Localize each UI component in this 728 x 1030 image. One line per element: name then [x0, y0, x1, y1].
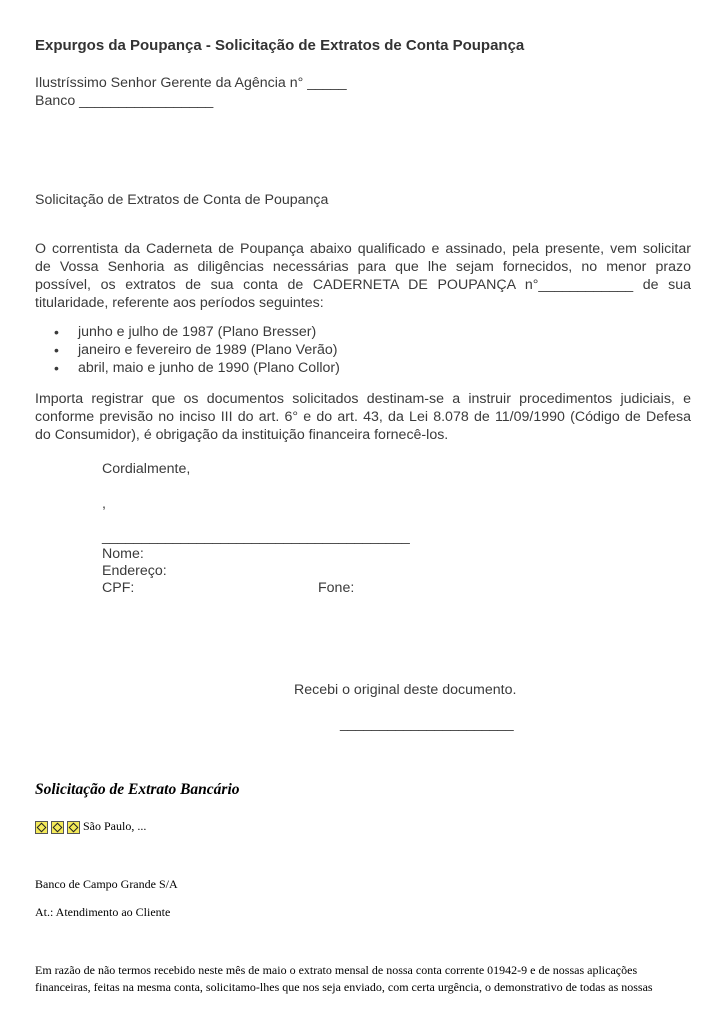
place-date-comma: , [102, 496, 106, 512]
received-text: Recebi o original deste documento. [294, 682, 517, 698]
address-label: Endereço: [102, 563, 167, 579]
paragraph-2-line: Importa registrar que os documentos solicitados destinam-se a instruir procedimentos judiciais, e [35, 391, 691, 407]
paragraph-1-line: O correntista da Caderneta de Poupança abaixo qualificado e assinado, pela presente, vem solicitar [35, 241, 691, 257]
paragraph-1-line: de Vossa Senhoria as diligências necessárias para que lhe sejam fornecidos, no menor prazo [35, 259, 691, 275]
body-line: Em razão de não termos recebido neste mês de maio o extrato mensal de nossa conta corrente 01942-9 e de nossas aplicações [35, 963, 638, 977]
field-icon [51, 821, 64, 834]
paragraph-2-line: conforme previsão no inciso III do art. 6° e do art. 43, da Lei 8.078 de 11/09/1990 (Código de Defesa [35, 409, 691, 425]
place-date: São Paulo, ... [83, 819, 147, 833]
phone-label: Fone: [318, 580, 355, 596]
name-label: Nome: [102, 546, 144, 562]
received-signature-line: ______________________ [340, 716, 514, 732]
place-date-row [35, 818, 146, 835]
section-title: Solicitação de Extrato Bancário [35, 781, 240, 798]
list-item: • junho e julho de 1987 (Plano Bresser) [35, 323, 340, 341]
signature-line: _______________________________________ [102, 529, 410, 545]
paragraph-2-line: do Consumidor), é obrigação da instituição financeira fornecê-los. [35, 427, 449, 443]
attention-line: At.: Atendimento ao Cliente [35, 905, 171, 919]
addressee-line-agency: Ilustríssimo Senhor Gerente da Agência n° _____ [35, 75, 347, 91]
subject-line: Solicitação de Extratos de Conta de Poupança [35, 192, 329, 208]
field-icon [67, 821, 80, 834]
cpf-label: CPF: [102, 580, 135, 596]
bank-name: Banco de Campo Grande S/A [35, 877, 178, 891]
body-line: financeiras, feitas na mesma conta, solicitamo-lhes que nos seja enviado, com certa urgência, o demonstrativo de todas as nossas [35, 980, 653, 994]
document-title: Expurgos da Poupança - Solicitação de Extratos de Conta Poupança [35, 37, 525, 54]
field-icon [35, 821, 48, 834]
list-item: • janeiro e fevereiro de 1989 (Plano Verão) [35, 341, 340, 359]
closing: Cordialmente, [102, 461, 191, 477]
periods-list [35, 323, 340, 377]
paragraph-1-line: titularidade, referente aos períodos seguintes: [35, 295, 324, 311]
paragraph-1-line: possível, os extratos de sua conta de CADERNETA DE POUPANÇA n°____________ de sua [35, 277, 691, 293]
addressee-line-bank: Banco _________________ [35, 93, 214, 109]
list-item: • abril, maio e junho de 1990 (Plano Collor) [35, 359, 340, 377]
